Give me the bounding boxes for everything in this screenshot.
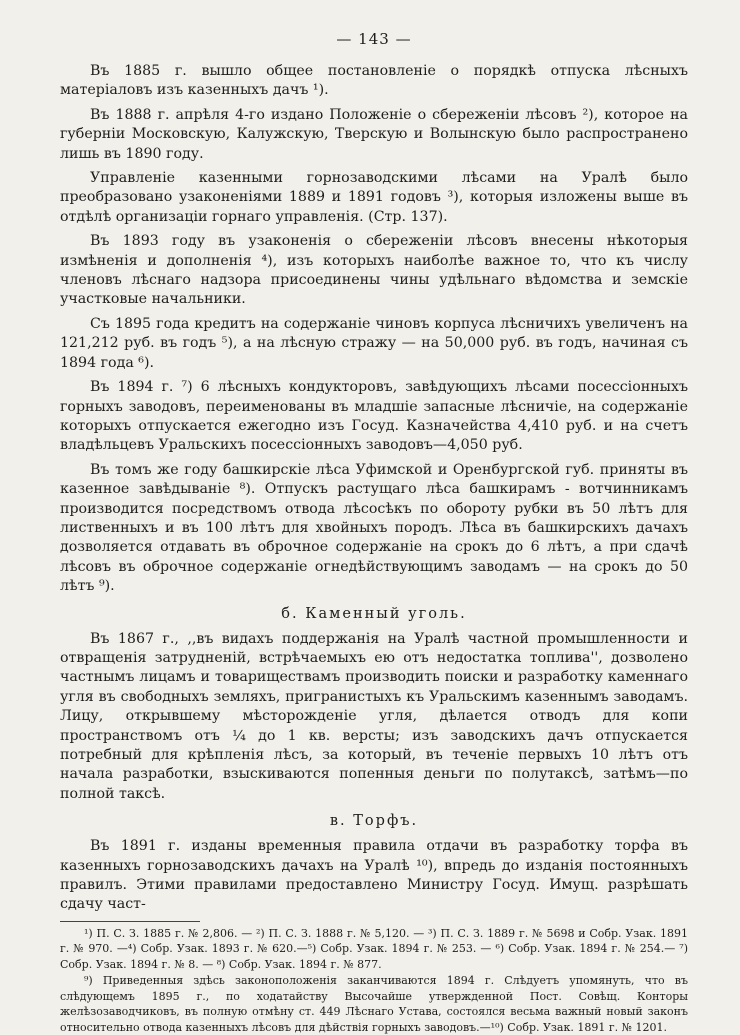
paragraph: Въ 1891 г. изданы временныя правила отдачи въ разработку торфа въ казенныхъ горнозаводскихъ дачахъ на Уралѣ ¹⁰), впредь до изданія постоянныхъ правилъ. Этими правилами предоставлено Министру Госуд. Имущ. разрѣшать сдачу част- bbox=[60, 838, 688, 913]
paragraph: Въ томъ же году башкирскіе лѣса Уфимской и Оренбургской губ. приняты въ казенное завѣдываніе ⁸). Отпускъ растущаго лѣса башкирамъ - вотчинникамъ производится посредствомъ отвода лѣсосѣкъ по обороту рубки въ 50 лѣтъ для лиственныхъ и въ 100 лѣтъ для хвойныхъ породъ. Лѣса въ башкирскихъ дачахъ дозволяется отдавать въ оброчное содержаніе на срокъ до 6 лѣтъ, а при сдачѣ лѣсовъ въ оброчное содержаніе огнедѣйствующимъ заводамъ — на срокъ до 50 лѣтъ ⁹). bbox=[60, 461, 688, 595]
body-text bbox=[60, 62, 688, 915]
footnote: ¹) П. С. З. 1885 г. № 2,806. — ²) П. С. З. 1888 г. № 5,120. — ³) П. С. З. 1889 г. № 5698 и Собр. Узак. 1891 г. № 970. —⁴) Собр. Узак. 1893 г. № 620.—⁵) Собр. Узак. 1894 г. № 253. — ⁶) Собр. Узак. 1894 г. № 254.— ⁷) Собр. Узак. 1894 г. № 8. — ⁸) Собр. Узак. 1894 г. № 877. bbox=[60, 926, 688, 971]
paragraph: Въ 1894 г. ⁷) 6 лѣсныхъ кондукторовъ, завѣдующихъ лѣсами посессіонныхъ горныхъ заводовъ, переименованы въ младшіе запасные лѣсничіе, на содержаніе которыхъ отпускается ежегодно изъ Госуд. Казначейства 4,410 руб. и на счетъ владѣльцевъ Уральскихъ посессіонныхъ заводовъ—4,050 руб. bbox=[60, 379, 688, 454]
paragraph: Съ 1895 года кредитъ на содержаніе чиновъ корпуса лѣсничихъ увеличенъ на 121,212 руб. въ годъ ⁵), а на лѣсную стражу — на 50,000 руб. въ годъ, начиная съ 1894 года ⁶). bbox=[60, 315, 688, 371]
footnotes bbox=[60, 926, 688, 1035]
footnote-divider bbox=[60, 921, 200, 922]
section-heading-peat: в. Торфъ. bbox=[329, 813, 419, 830]
section-heading-coal: б. Каменный уголь. bbox=[281, 605, 467, 622]
page-number: — 143 — bbox=[336, 30, 412, 48]
paragraph: Въ 1885 г. вышло общее постановленіе о порядкѣ отпуска лѣсныхъ матеріаловъ изъ казенныхъ дачъ ¹). bbox=[60, 63, 688, 99]
footnote: ⁹) Приведенныя здѣсь законоположенія заканчиваются 1894 г. Слѣдуетъ упомянуть, что въ слѣдующемъ 1895 г., по ходатайству Высочайше утвержденной Пост. Совѣщ. Конторы желѣзозаводчиковъ, въ полную отмѣну ст. 449 Лѣснаго Устава, состоялся весьма важный новый законъ относительно отвода казенныхъ лѣсовъ для дѣйствія горныхъ заводовъ.—¹⁰) Собр. Узак. 1891 г. № 1201. bbox=[60, 974, 688, 1034]
paragraph: Управленіе казенными горнозаводскими лѣсами на Уралѣ было преобразовано узаконеніями 1889 и 1891 годовъ ³), которыя изложены выше въ отдѣлѣ организаціи горнаго управленія. (Стр. 137). bbox=[60, 170, 688, 225]
paragraph: Въ 1893 году въ узаконенія о сбереженіи лѣсовъ внесены нѣкоторыя измѣненія и дополненія ⁴), изъ которыхъ наиболѣе важное то, что къ числу членовъ лѣснаго надзора присоединены чины удѣльнаго вѣдомства и земскіе участковые начальники. bbox=[60, 233, 688, 308]
paragraph: Въ 1867 г., ,,въ видахъ поддержанія на Уралѣ частной промышленности и отвращенія затрудненій, встрѣчаемыхъ ею отъ недостатка топлива'', дозволено частнымъ лицамъ и товариществамъ производить поиски и разработку каменнаго угля въ свободныхъ земляхъ, пригранистыхъ къ Уральскимъ казеннымъ заводамъ. Лицу, открывшему мѣсторожденіе угля, дѣлается отводъ для копи пространствомъ отъ ¼ до 1 кв. версты; изъ заводскихъ дачъ отпускается потребный для крѣпленія лѣсъ, за который, въ теченіе первыхъ 10 лѣтъ отъ начала разработки, взыскиваются попенныя деньги по полутаксѣ, затѣмъ—по полной таксѣ. bbox=[60, 630, 688, 802]
paragraph: Въ 1888 г. апрѣля 4-го издано Положеніе о сбереженіи лѣсовъ ²), которое на губерніи Московскую, Калужскую, Тверскую и Волынскую было распространено лишь въ 1890 году. bbox=[60, 106, 688, 162]
